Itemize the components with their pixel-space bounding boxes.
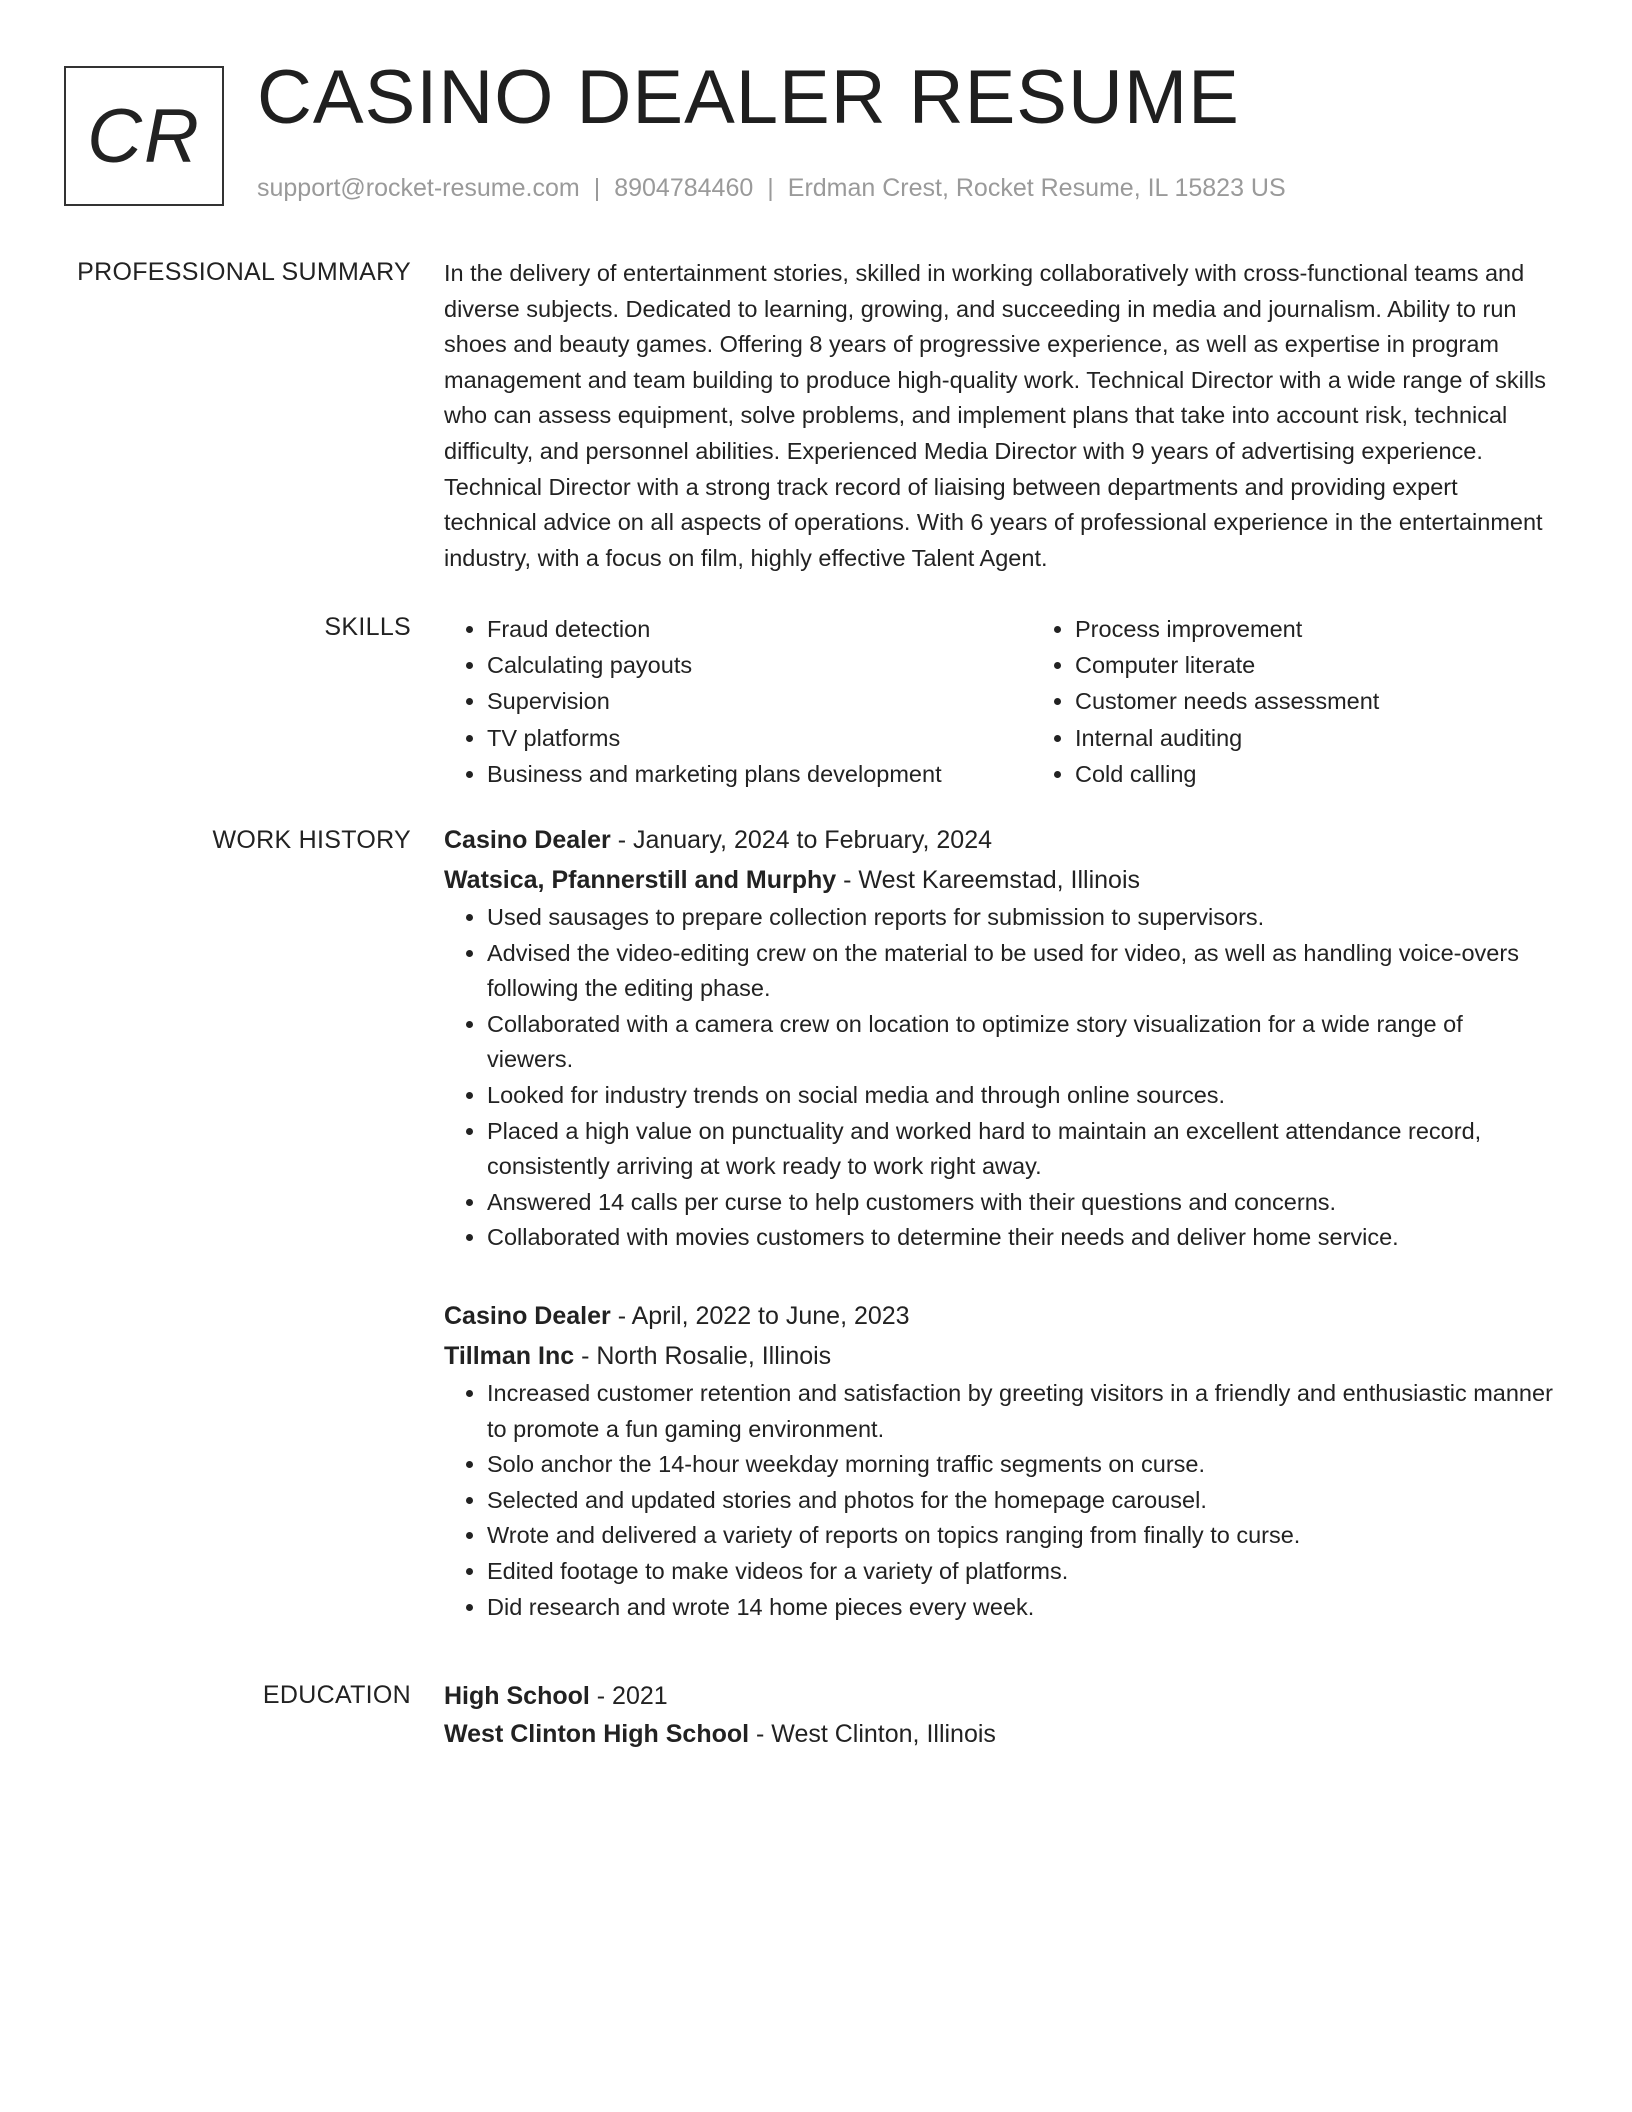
contact-separator: |: [767, 174, 774, 202]
monogram-box: [64, 66, 224, 206]
monogram-initials: CR: [87, 93, 201, 179]
education-school-line: [444, 1715, 1554, 1753]
job-title-line: [444, 1296, 1554, 1336]
skills-column-right: [1032, 611, 1379, 792]
job-bullet: • Increased customer retention and satisfaction by greeting visitors in a friendly and enthusiastic manner to promote a fun gaming environment.: [487, 1376, 1554, 1447]
skills-column-left: [444, 611, 1032, 792]
job-company-line: [444, 860, 1554, 900]
summary-body: [444, 256, 1554, 576]
job-bullet: • Solo anchor the 14-hour weekday morning traffic segments on curse.: [487, 1447, 1554, 1483]
education-body: [444, 1677, 1554, 1753]
job-bullet-list: [444, 900, 1554, 1256]
job-title: Casino Dealer: [444, 826, 611, 854]
skills-list: [444, 611, 1554, 792]
job-bullet: • Collaborated with a camera crew on location to optimize story visualization for a wide range of viewers.: [487, 1007, 1554, 1078]
resume-title: CASINO DEALER RESUME: [257, 55, 1240, 140]
summary-text: In the delivery of entertainment stories, skilled in working collaboratively with cross-functional teams and diverse subjects. Dedicated to learning, growing, and succeeding in media and journalism. Ability to run shoes and beauty games. Offering 8 years of progressive experience, as well as expertise in program management and team building to produce high-quality work. Technical Director with a wide range of skills who can assess equipment, solve problems, and implement plans that take into account risk, technical difficulty, and personnel abilities. Experienced Media Director with 9 years of advertising experience. Technical Director with a strong track record of liaising between departments and providing expert technical advice on all aspects of operations. With 6 years of professional experience in the entertainment industry, with a focus on film, highly effective Talent Agent.: [444, 260, 1547, 571]
education-degree: High School: [444, 1682, 590, 1710]
job-bullet: • Answered 14 calls per curse to help customers with their questions and concerns.: [487, 1185, 1554, 1221]
skill-item: • Internal auditing: [1075, 720, 1379, 756]
job-company-line: [444, 1336, 1554, 1376]
job-title-line: [444, 820, 1554, 860]
skill-item: • Business and marketing plans development: [487, 756, 1032, 792]
job-bullet: • Placed a high value on punctuality and worked hard to maintain an excellent attendance record, consistently arriving at work ready to work right away.: [487, 1114, 1554, 1185]
job-company: Watsica, Pfannerstill and Murphy: [444, 866, 837, 894]
job-entry: [444, 820, 1554, 1256]
section-label-skills: SKILLS: [324, 613, 411, 641]
job-location: - West Kareemstad, Illinois: [843, 866, 1141, 894]
job-bullet: • Collaborated with movies customers to determine their needs and deliver home service.: [487, 1220, 1554, 1256]
skill-item: • Supervision: [487, 683, 1032, 719]
job-bullet: • Looked for industry trends on social media and through online sources.: [487, 1078, 1554, 1114]
job-entry: [444, 1296, 1554, 1625]
skill-item: • Cold calling: [1075, 756, 1379, 792]
job-dates: - April, 2022 to June, 2023: [617, 1301, 910, 1330]
job-bullet: • Edited footage to make videos for a variety of platforms.: [487, 1554, 1554, 1590]
contact-email[interactable]: support@rocket-resume.com: [257, 174, 580, 202]
job-location: - North Rosalie, Illinois: [581, 1341, 832, 1370]
job-bullet: • Wrote and delivered a variety of reports on topics ranging from finally to curse.: [487, 1518, 1554, 1554]
job-bullet: • Selected and updated stories and photos for the homepage carousel.: [487, 1483, 1554, 1519]
job-company: Tillman Inc: [444, 1341, 575, 1370]
contact-address: Erdman Crest, Rocket Resume, IL 15823 US: [787, 174, 1286, 202]
education-location: - West Clinton, Illinois: [756, 1720, 996, 1748]
skill-item: • Fraud detection: [487, 611, 1032, 647]
skill-item: • Customer needs assessment: [1075, 683, 1379, 719]
skill-item: • TV platforms: [487, 720, 1032, 756]
education-year: - 2021: [596, 1682, 668, 1710]
job-title: Casino Dealer: [444, 1301, 611, 1330]
job-bullet: • Did research and wrote 14 home pieces every week.: [487, 1590, 1554, 1626]
skill-item: • Calculating payouts: [487, 647, 1032, 683]
education-school: West Clinton High School: [444, 1720, 750, 1748]
skill-item: • Computer literate: [1075, 647, 1379, 683]
skill-item: • Process improvement: [1075, 611, 1379, 647]
section-label-work-history: WORK HISTORY: [212, 826, 411, 854]
work-history-body: [444, 820, 1554, 1625]
contact-separator: |: [593, 174, 601, 202]
education-degree-line: [444, 1677, 1554, 1715]
contact-phone[interactable]: 8904784460: [614, 174, 754, 202]
section-label-education: EDUCATION: [262, 1681, 411, 1709]
job-bullet: • Used sausages to prepare collection reports for submission to supervisors.: [487, 900, 1554, 936]
section-label-summary: PROFESSIONAL SUMMARY: [77, 258, 411, 286]
job-dates: - January, 2024 to February, 2024: [617, 826, 992, 854]
job-bullet: • Advised the video-editing crew on the material to be used for video, as well as handling voice-overs following the editing phase.: [487, 936, 1554, 1007]
job-bullet-list: [444, 1376, 1554, 1625]
contact-line: [257, 174, 1286, 203]
